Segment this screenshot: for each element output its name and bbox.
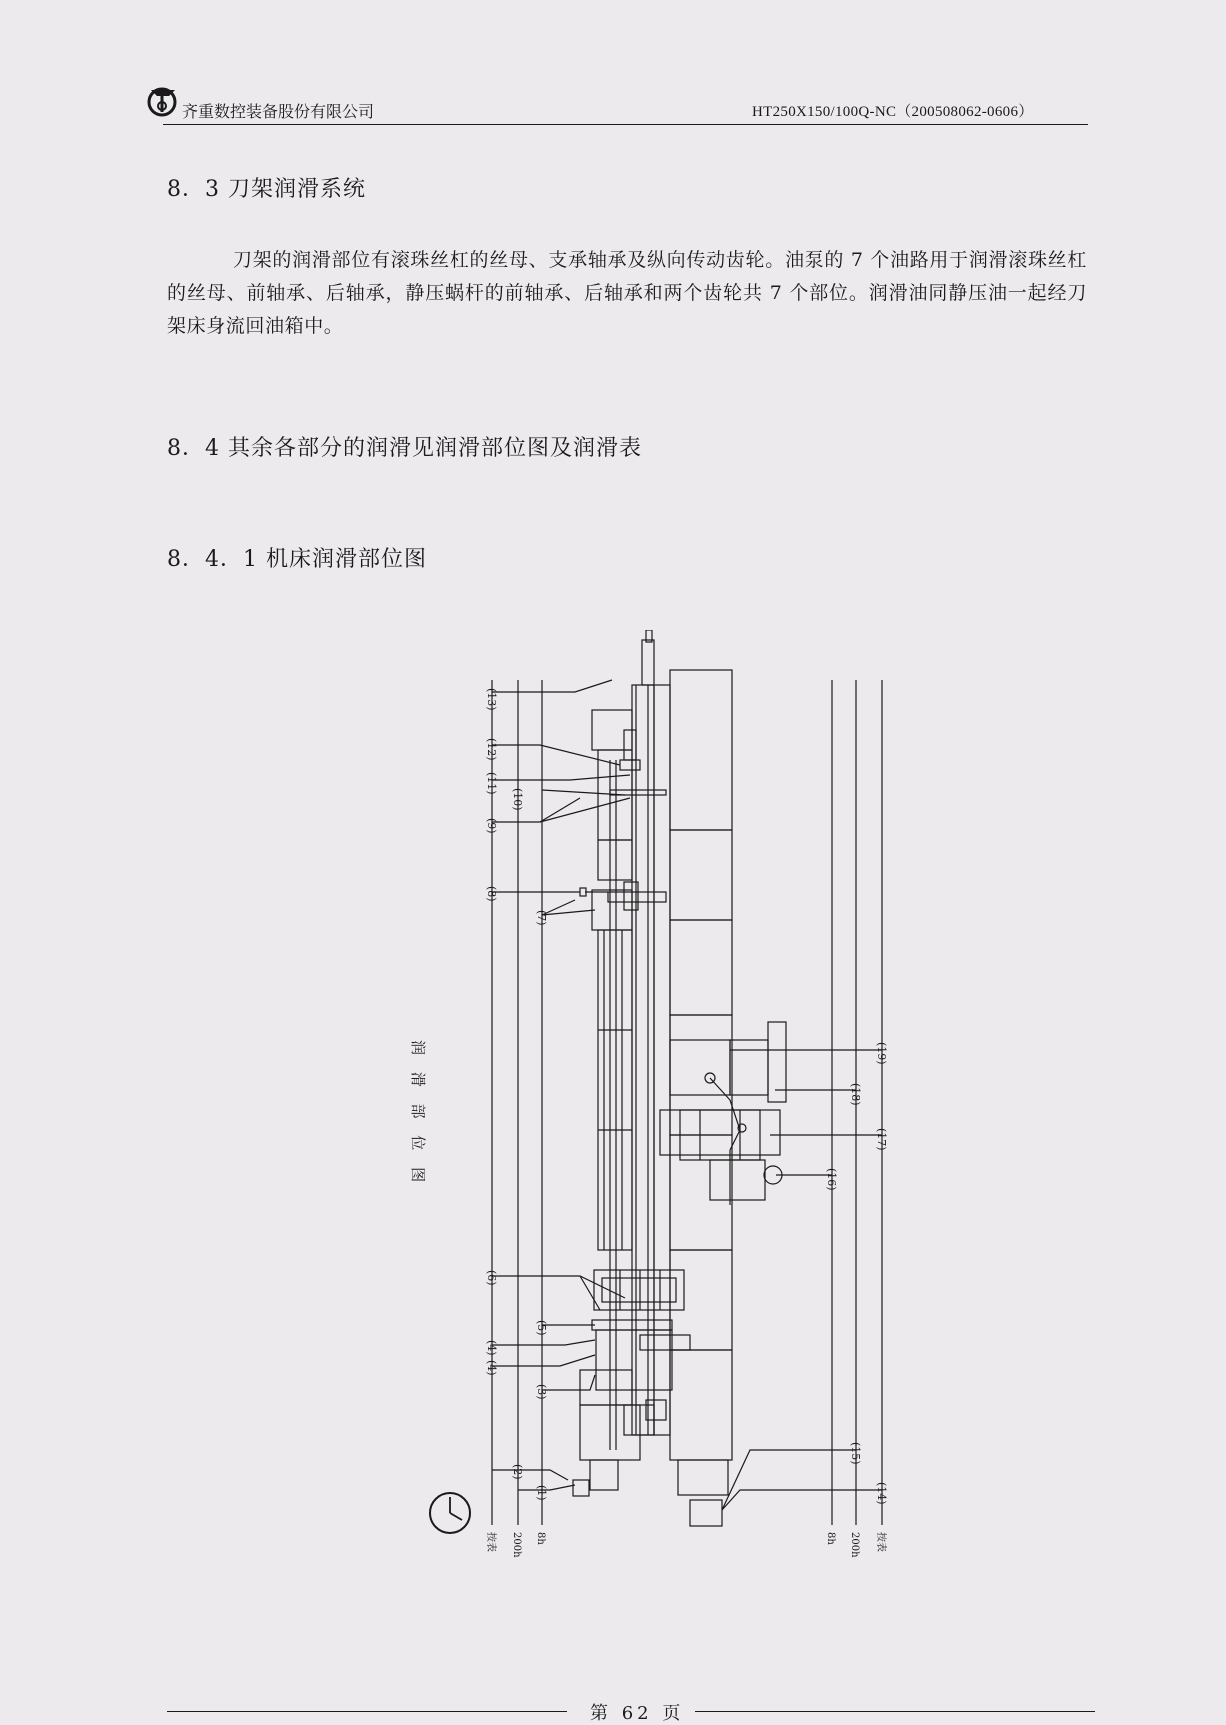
section-8-4-title: 8．4 其余各部分的润滑见润滑部位图及润滑表 — [167, 436, 642, 461]
callout-6: (6) — [485, 1270, 498, 1286]
callout-4a: (4) — [485, 1340, 498, 1356]
legend-right-200h: 200h — [849, 1532, 860, 1558]
callout-10: (10) — [511, 788, 524, 811]
callout-9: (9) — [485, 818, 498, 834]
callout-15: (15) — [849, 1442, 862, 1465]
lubrication-position-diagram — [380, 630, 920, 1590]
callout-14: (14) — [875, 1482, 888, 1505]
legend-right-table: 按表 — [875, 1532, 886, 1552]
header-rule — [163, 124, 1088, 125]
callout-16: (16) — [825, 1168, 838, 1191]
callout-2: (2) — [511, 1464, 524, 1480]
page-number: 第 62 页 — [590, 1703, 685, 1724]
callout-19: (19) — [875, 1042, 888, 1065]
callout-3: (3) — [535, 1384, 548, 1400]
company-logo — [145, 84, 181, 118]
callout-7: (7) — [535, 910, 548, 926]
section-8-3-body: 刀架的润滑部位有滚珠丝杠的丝母、支承轴承及纵向传动齿轮。油泵的 7 个油路用于润滑滚珠丝杠的丝母、前轴承、后轴承，静压蜗杆的前轴承、后轴承和两个齿轮共 7 个部位。润滑油同静压油一起经刀架床身流回油箱中。 — [167, 249, 1087, 337]
section-8-3-title: 8．3 刀架润滑系统 — [167, 177, 366, 202]
clock-icon — [430, 1493, 470, 1533]
legend-left-200h: 200h — [511, 1532, 522, 1558]
legend-right-8h: 8h — [825, 1532, 836, 1545]
callout-8: (8) — [485, 886, 498, 902]
callout-11: (11) — [485, 772, 498, 795]
callout-5: (5) — [535, 1320, 548, 1336]
diagram-title: 润 滑 部 位 图 — [409, 1040, 427, 1189]
section-8-4-1-title: 8．4．1 机床润滑部位图 — [167, 547, 427, 572]
footer-rule-right — [695, 1711, 1095, 1712]
document-code: HT250X150/100Q-NC（200508062-0606） — [752, 104, 1034, 120]
company-name: 齐重数控装备股份有限公司 — [182, 102, 375, 121]
callout-1: (1) — [535, 1485, 548, 1501]
callout-13: (13) — [485, 688, 498, 711]
footer-rule-left — [167, 1711, 567, 1712]
legend-left-table: 按表 — [485, 1532, 496, 1552]
callout-18: (18) — [849, 1083, 862, 1106]
legend-left-8h: 8h — [535, 1532, 546, 1545]
callout-4b: (4) — [485, 1360, 498, 1376]
callout-17: (17) — [875, 1128, 888, 1151]
callout-12: (12) — [485, 738, 498, 761]
